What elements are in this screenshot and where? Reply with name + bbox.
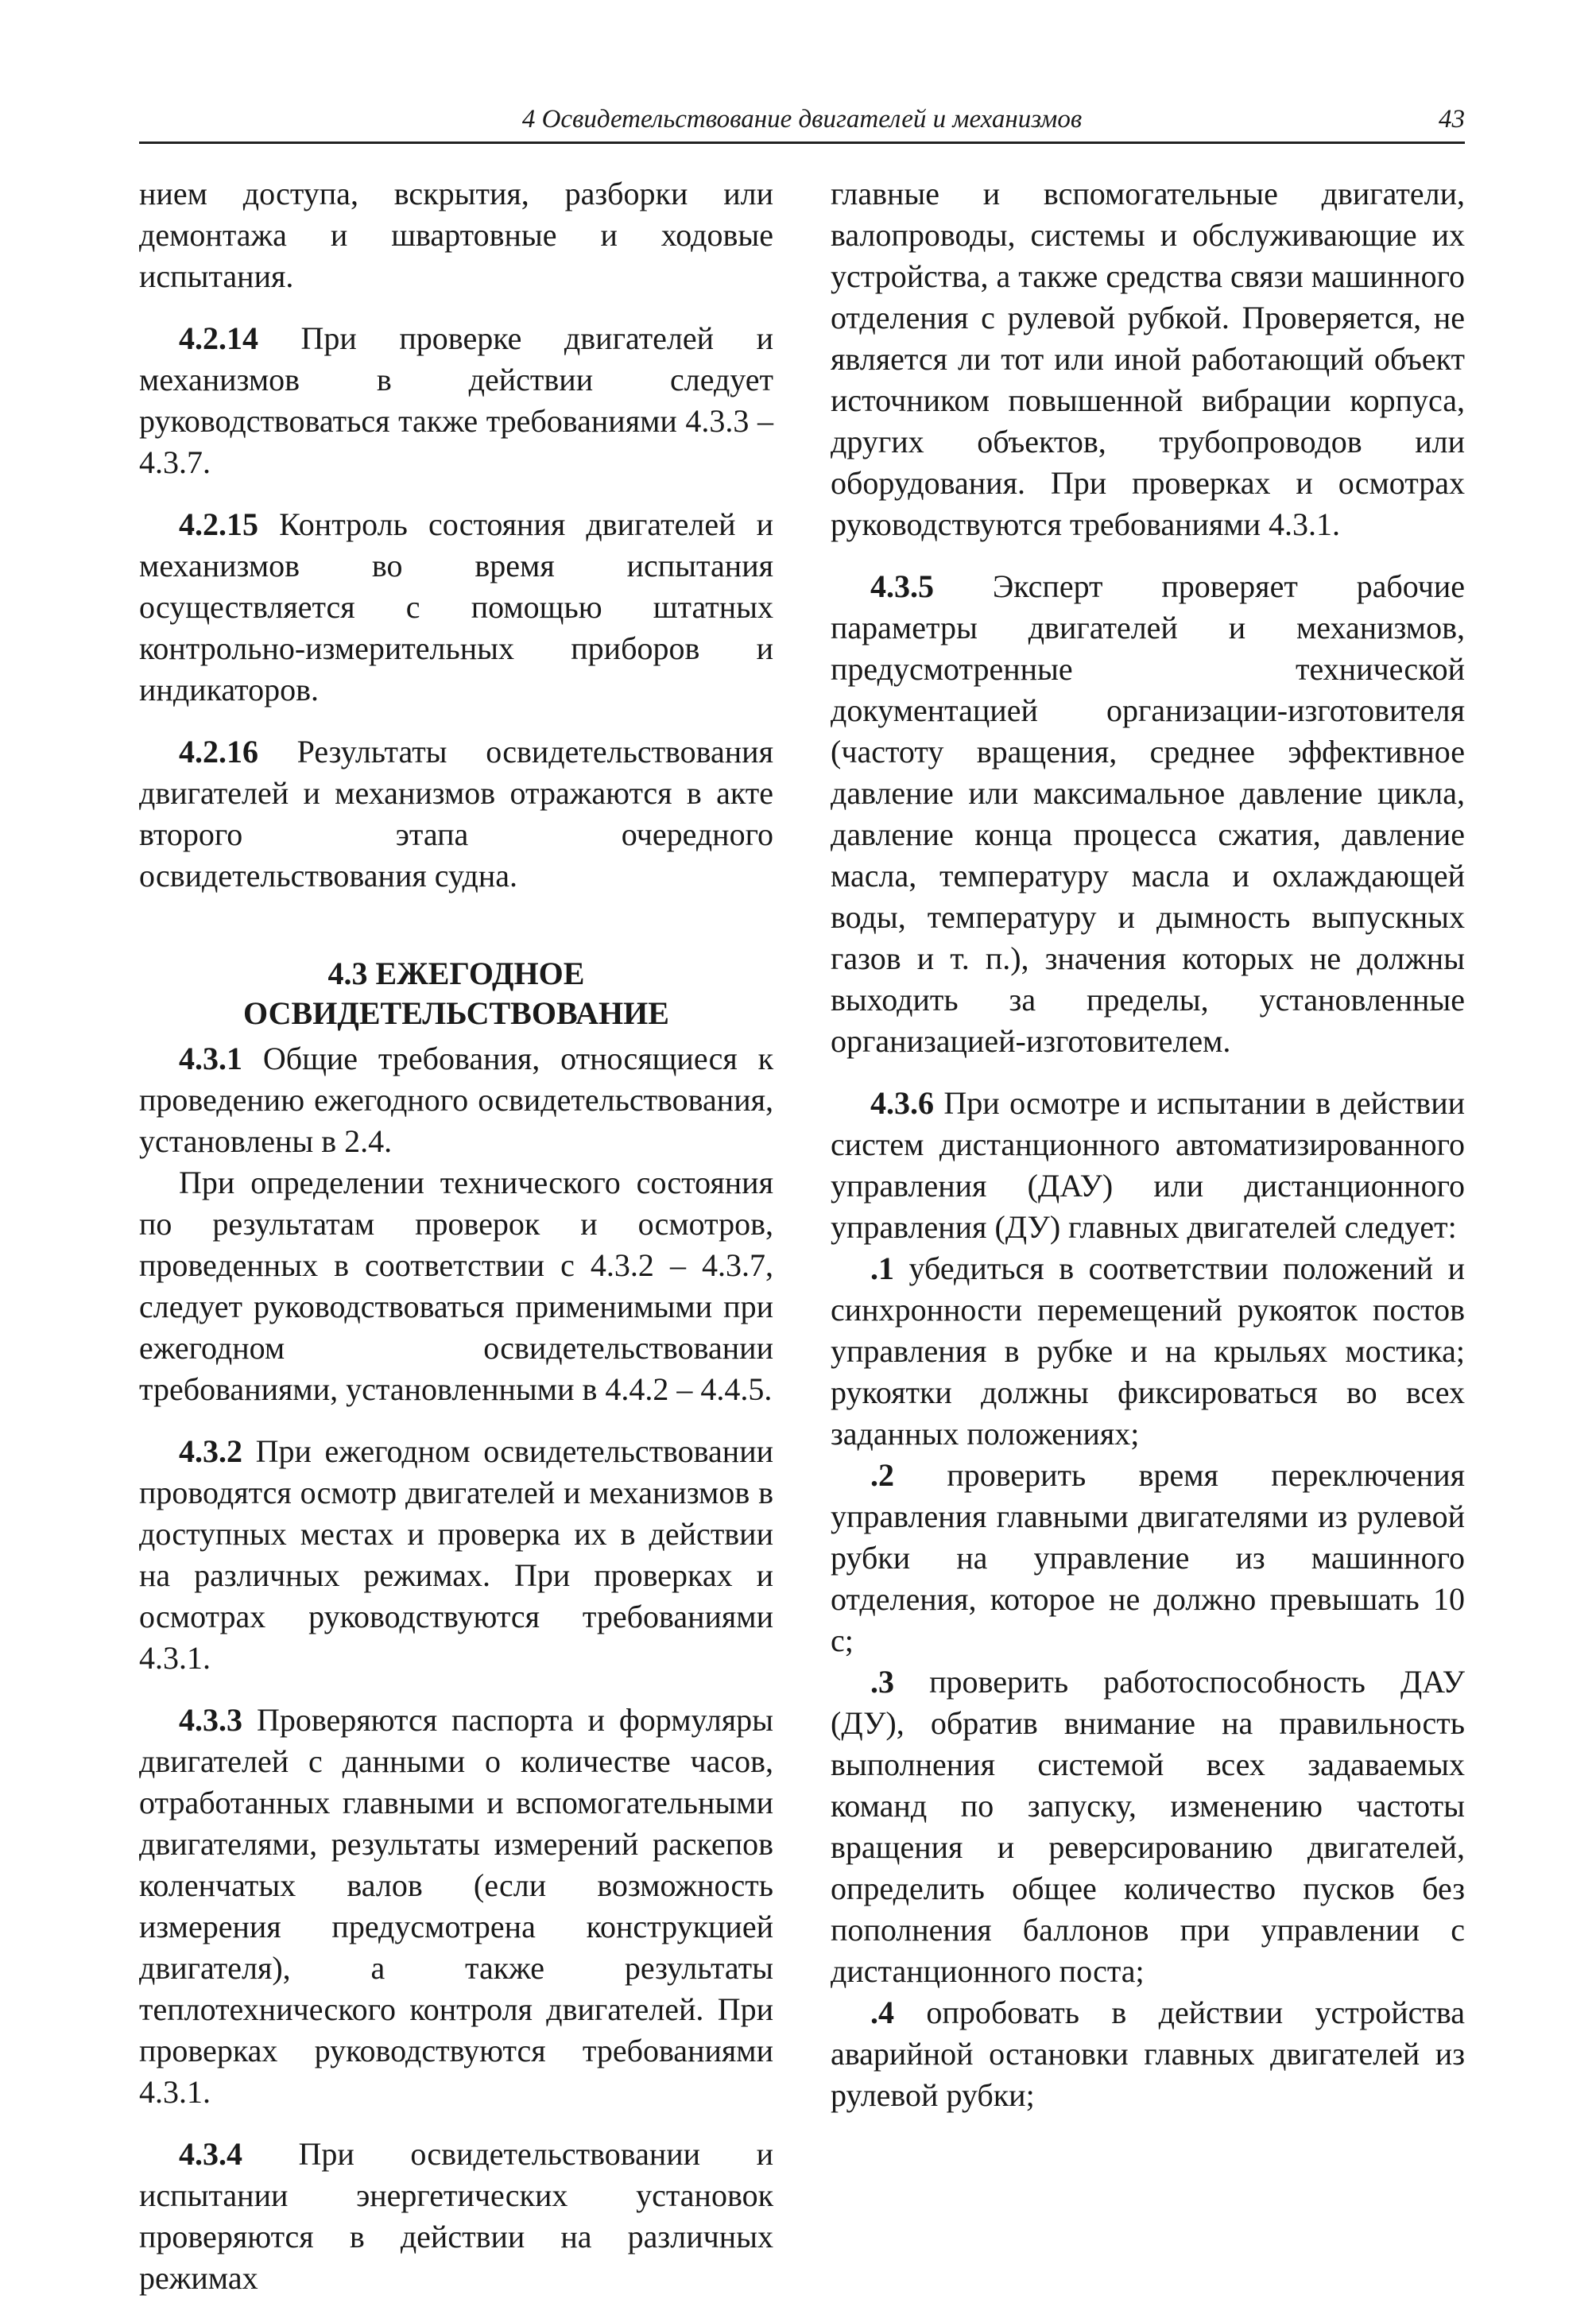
clause-number: 4.3.5 [870,568,934,604]
paragraph-continuation: главные и вспомогательные двигатели, валопроводы, системы и обслуживающие их устройства, а также средства связи машинного отделения с рулевой рубкой. Проверяется, не является ли тот или иной работающий объект источником повышенной вибрации корпуса, других объектов, трубопроводов или оборудования. При проверках и осмотрах руководствуются требованиями 4.3.1. [831,176,1465,542]
clause-text: При осмотре и испытании в действии систем дистанционного автоматизированного управления (ДАУ) или дистанционного управления (ДУ) главных двигателей следует: [831,1085,1466,1245]
paragraph-continuation: нием доступа, вскрытия, разборки или демонтажа и швартовные и ходовые испытания. [139,176,773,294]
paragraph-4-3-2 [139,1431,773,1679]
clause-text: Общие требования, относящиеся к проведению ежегодного освидетельствования, установлены в 2.4. [139,1041,773,1159]
section-heading-line1: 4.3 ЕЖЕГОДНОЕ [327,956,585,991]
item-number: .3 [870,1664,894,1700]
clause-number: 4.2.16 [179,734,258,770]
paragraph-4-3-1 [139,1038,773,1162]
section-heading [139,954,773,1033]
clause-number: 4.3.1 [179,1041,242,1076]
clause-number: 4.3.2 [179,1433,242,1469]
clause-text: При ежегодном освидетельствовании проводятся осмотр двигателей и механизмов в доступных местах и проверка их в действии на различных режимах. При проверках и осмотрах руководствуются требованиями 4.3.1. [139,1433,774,1676]
clause-text: Контроль состояния двигателей и механизмов во время испытания осуществляется с помощью штатных контрольно-измерительных приборов и индикаторов. [139,506,773,708]
clause-text: При освидетельствовании и испытании энергетических установок проверяются в действии на различных режимах [139,2136,774,2296]
clause-text: Проверяются паспорта и формуляры двигателей с данными о количестве часов, отработанных главными и вспомогательными двигателями, результаты измерений раскепов коленчатых валов (если возможность измерения предусмотрена конструкцией двигателя), а также результаты теплотехнического контроля двигателей. При проверках руководствуются требованиями 4.3.1. [139,1702,773,2110]
list-item-2 [831,1455,1465,1661]
paragraph-4-3-1-cont: При определении технического состояния по результатам проверок и осмотров, проведенных в соответствии с 4.3.2 – 4.3.7, следует руководствоваться применимыми при ежегодном освидетельствовании требованиями, установленными в 4.4.2 – 4.4.5. [139,1165,773,1407]
clause-number: 4.3.4 [179,2136,242,2172]
clause-number: 4.2.14 [179,320,258,356]
running-header-title: 4 Освидетельствование двигателей и механизмов [521,105,1083,134]
list-item-3 [831,1661,1465,1992]
item-text: проверить время переключения управления главными двигателями из рулевой рубки на управление из машинного отделения, которое не должно превышать 10 с; [831,1457,1466,1658]
left-column [139,173,773,2299]
clause-text: Результаты освидетельствования двигателей и механизмов отражаются в акте второго этапа очередного освидетельствования судна. [139,734,773,894]
clause-number: 4.2.15 [179,506,258,542]
clause-text: При проверке двигателей и механизмов в действии следует руководствоваться также требованиями 4.3.3 – 4.3.7. [139,320,774,480]
paragraph-4-3-4 [139,2134,773,2299]
section-heading-line2: ОСВИДЕТЕЛЬСТВОВАНИЕ [243,995,669,1031]
item-number: .1 [870,1250,894,1286]
list-item-4 [831,1992,1465,2116]
page-number: 43 [1439,105,1465,134]
list-item-1 [831,1248,1465,1455]
paragraph-4-2-14 [139,318,773,483]
item-text: опробовать в действии устройства аварийной остановки главных двигателей из рулевой рубки; [831,1995,1465,2113]
item-number: .2 [870,1457,894,1493]
clause-text: Эксперт проверяет рабочие параметры двигателей и механизмов, предусмотренные технической документацией организации-изготовителя (частоту вращения, среднее эффективное давление или максимальное давление цикла, давление конца процесса сжатия, давление масла, температуру масла и охлаждающей воды, температуру и дымность выпускных газов и т. п.), значения которых не должны выходить за пределы, установленные организацией-изготовителем. [831,568,1465,1059]
clause-number: 4.3.6 [870,1085,934,1121]
clause-number: 4.3.3 [179,1702,242,1738]
paragraph-4-3-5 [831,566,1465,1062]
paragraph-4-2-16 [139,731,773,897]
right-column [831,173,1465,2116]
paragraph-4-2-15 [139,504,773,711]
item-text: проверить работоспособность ДАУ (ДУ), обратив внимание на правильность выполнения системой всех задаваемых команд по запуску, изменению частоты вращения и реверсированию двигателей, определить общее количество пусков без пополнения баллонов при управлении с дистанционного поста; [831,1664,1465,1989]
paragraph-4-3-3 [139,1700,773,2113]
item-number: .4 [870,1995,894,2030]
paragraph-4-3-6 [831,1083,1465,1248]
running-header [139,102,1465,144]
item-text: убедиться в соответствии положений и синхронности перемещений рукояток постов управления в рубке и на крыльях мостика; рукоятки должны фиксироваться во всех заданных положениях; [831,1250,1466,1452]
